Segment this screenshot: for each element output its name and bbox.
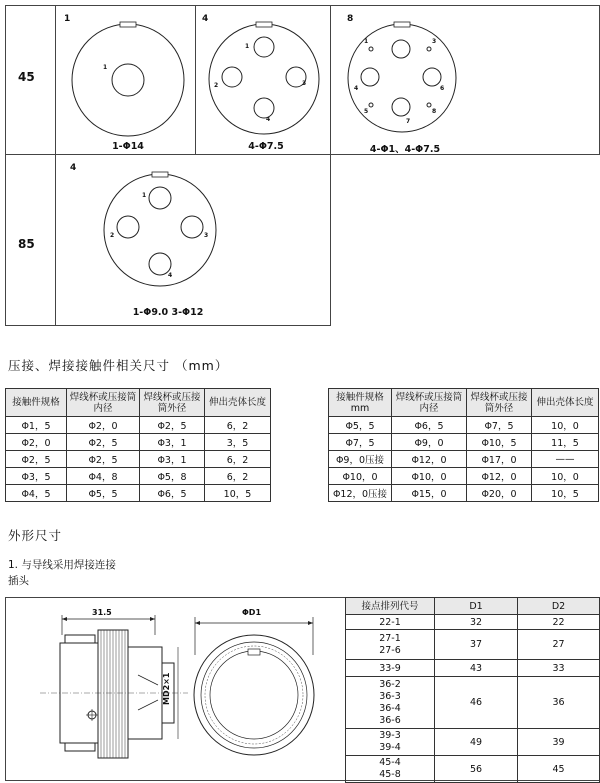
pin-label: 1 <box>364 38 369 45</box>
table-cell: 6，2 <box>205 451 271 468</box>
table-row <box>6 417 271 434</box>
panel-caption: 4-Φ7.5 <box>248 141 284 152</box>
table-row <box>346 729 600 756</box>
table-cell: Φ12，0压接 <box>329 485 392 502</box>
table-row <box>329 468 599 485</box>
col-header: 焊线杯或压接筒内径 <box>392 389 467 417</box>
table-cell: 37 <box>435 630 518 660</box>
col-header: 接点排列代号 <box>346 598 435 615</box>
pin-label: 1 <box>245 43 250 50</box>
table-row <box>346 630 600 660</box>
table-cell: Φ4，5 <box>6 485 67 502</box>
table-cell: Φ6，5 <box>392 417 467 434</box>
table-cell: Φ6，5 <box>140 485 205 502</box>
table-cell: 11，5 <box>532 434 599 451</box>
table-cell: 36-2 36-3 36-4 36-6 <box>346 677 435 729</box>
row-label-85: 85 <box>18 237 35 251</box>
grid-divider <box>55 5 56 155</box>
table-cell: Φ10，5 <box>467 434 532 451</box>
col-header: 焊线杯或压接筒外径 <box>140 389 205 417</box>
connector-face-diagram <box>68 20 188 140</box>
table-cell: 10，5 <box>532 485 599 502</box>
col-header: D1 <box>435 598 518 615</box>
col-header: 伸出壳体长度 <box>205 389 271 417</box>
table-cell: Φ9，0 <box>392 434 467 451</box>
row-label-45: 45 <box>18 70 35 84</box>
table-cell: Φ5，5 <box>329 417 392 434</box>
table-cell: Φ5，5 <box>67 485 140 502</box>
table-row <box>329 451 599 468</box>
table-cell: 22-1 <box>346 615 435 630</box>
col-header: 焊线杯或压接筒外径 <box>467 389 532 417</box>
table-cell: Φ10，0 <box>329 468 392 485</box>
table-row <box>329 485 599 502</box>
table-row <box>6 434 271 451</box>
table-cell: Φ10，0 <box>392 468 467 485</box>
table-cell: Φ2，5 <box>67 434 140 451</box>
grid-divider <box>55 154 56 326</box>
plug-front-view-drawing <box>185 605 325 775</box>
table-cell: Φ2，0 <box>6 434 67 451</box>
panel-caption: 1-Φ14 <box>112 141 144 152</box>
outline-section-title: 外形尺寸 <box>8 528 63 543</box>
table-cell: Φ12，0 <box>392 451 467 468</box>
panel-count: 1 <box>64 14 71 24</box>
panel-count: 4 <box>202 14 209 24</box>
table-cell: Φ20，0 <box>467 485 532 502</box>
table-cell: Φ9，0压接 <box>329 451 392 468</box>
table-row <box>6 451 271 468</box>
pin-label: 6 <box>440 85 445 92</box>
panel-count: 4 <box>70 163 77 173</box>
pin-label: 4 <box>168 272 173 279</box>
table-cell: 3，5 <box>205 434 271 451</box>
table-cell: 6，2 <box>205 417 271 434</box>
connector-face-diagram <box>100 170 220 290</box>
table-cell: Φ12，0 <box>467 468 532 485</box>
table-cell: Φ2，5 <box>6 451 67 468</box>
table-cell: Φ2，5 <box>140 417 205 434</box>
panel-caption: 4-Φ1、4-Φ7.5 <box>369 144 441 155</box>
table-row <box>6 485 271 502</box>
pin-label: 3 <box>432 38 437 45</box>
pin-label: 2 <box>110 232 115 239</box>
table-cell: 56 <box>435 756 518 783</box>
dimension-table <box>345 597 600 783</box>
pin-label: 2 <box>214 82 219 89</box>
table-cell: Φ1，5 <box>6 417 67 434</box>
table-cell: Φ17，0 <box>467 451 532 468</box>
connector-face-diagram <box>205 20 323 138</box>
table-cell: Φ2，5 <box>67 451 140 468</box>
grid-divider <box>195 5 196 155</box>
contact-table-left <box>5 388 271 502</box>
table-row <box>329 434 599 451</box>
grid-divider <box>330 5 331 155</box>
col-header: 接触件规格 <box>6 389 67 417</box>
dimension-label: 31.5 <box>92 608 112 617</box>
table-cell: Φ5，8 <box>140 468 205 485</box>
table-row <box>346 756 600 783</box>
table-cell: Φ7，5 <box>329 434 392 451</box>
table-cell: 36 <box>518 677 600 729</box>
panel-count: 8 <box>347 14 354 24</box>
table-cell: 33-9 <box>346 660 435 677</box>
pin-label: 5 <box>364 108 369 115</box>
pin-label: 8 <box>432 108 437 115</box>
table-cell: 33 <box>518 660 600 677</box>
table-cell: 22 <box>518 615 600 630</box>
table-row <box>329 417 599 434</box>
table-row <box>346 660 600 677</box>
outline-subtitle: 插头 <box>8 575 29 587</box>
pin-label: 1 <box>103 64 108 71</box>
pin-label: 3 <box>204 232 209 239</box>
contact-section-title: 压接、焊接接触件相关尺寸 （mm） <box>8 358 229 373</box>
contact-table-right <box>328 388 599 502</box>
table-cell: 43 <box>435 660 518 677</box>
table-cell: 49 <box>435 729 518 756</box>
table-cell: 32 <box>435 615 518 630</box>
table-cell: 27 <box>518 630 600 660</box>
dimension-label: MD2×1 <box>162 672 171 705</box>
table-cell: 10，0 <box>532 417 599 434</box>
pin-label: 1 <box>142 192 147 199</box>
dimension-label: ΦD1 <box>242 608 262 617</box>
table-cell: 46 <box>435 677 518 729</box>
table-cell: 10，0 <box>532 468 599 485</box>
table-cell: Φ3，1 <box>140 451 205 468</box>
col-header: D2 <box>518 598 600 615</box>
table-cell: Φ4，8 <box>67 468 140 485</box>
table-cell: Φ15，0 <box>392 485 467 502</box>
table-cell: 39 <box>518 729 600 756</box>
table-row <box>6 468 271 485</box>
pin-label: 7 <box>406 118 411 125</box>
outline-subtitle: 1. 与导线采用焊接连接 <box>8 559 116 571</box>
col-header: 接触件规格mm <box>329 389 392 417</box>
table-cell: 45-4 45-8 <box>346 756 435 783</box>
pin-label: 3 <box>302 80 307 87</box>
col-header: 伸出壳体长度 <box>532 389 599 417</box>
table-cell: 39-3 39-4 <box>346 729 435 756</box>
table-row <box>346 677 600 729</box>
table-cell: 27-1 27-6 <box>346 630 435 660</box>
table-cell: Φ7，5 <box>467 417 532 434</box>
table-cell: Φ3，1 <box>140 434 205 451</box>
pin-label: 4 <box>354 85 359 92</box>
connector-face-diagram <box>344 20 460 136</box>
table-cell: 45 <box>518 756 600 783</box>
table-row <box>346 615 600 630</box>
table-cell: —— <box>532 451 599 468</box>
pin-label: 4 <box>266 116 271 123</box>
col-header: 焊线杯或压接筒内径 <box>67 389 140 417</box>
table-cell: 10，5 <box>205 485 271 502</box>
table-cell: Φ2，0 <box>67 417 140 434</box>
panel-caption: 1-Φ9.0 3-Φ12 <box>132 307 204 318</box>
table-cell: 6，2 <box>205 468 271 485</box>
table-cell: Φ3，5 <box>6 468 67 485</box>
